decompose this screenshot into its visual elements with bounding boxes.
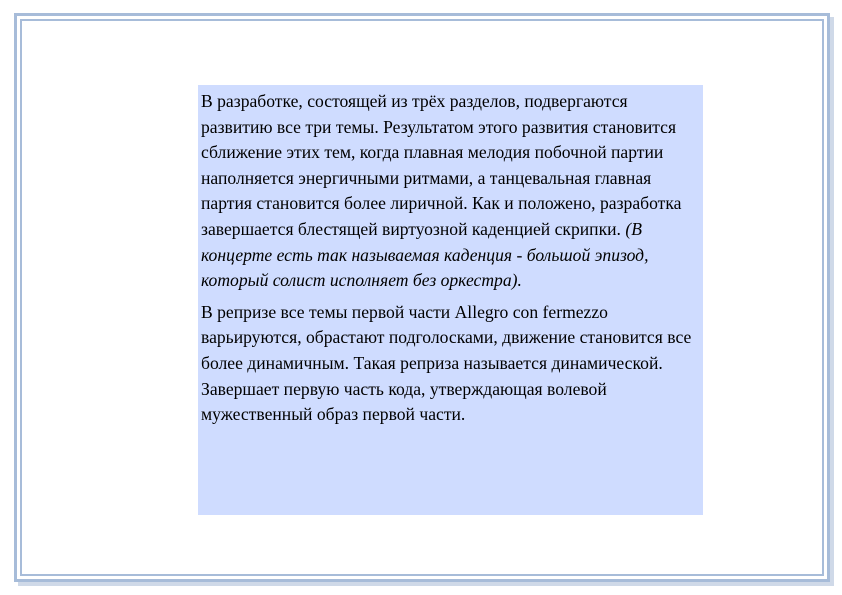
frame-shadow-bottom	[18, 582, 834, 586]
frame-shadow-right	[830, 17, 834, 586]
cadenza-note: (В концерте есть так называемая каденция - большой эпизод, который солист исполняет без оркестра).	[201, 218, 649, 291]
paragraph-reprise: В репризе все темы первой части Allegro con fermezzo варьируются, обрастают подголосками, движение становится все более динамичным. Такая реприза называется динамической. Завершает первую часть кода, утверждающая волевой мужественный образ первой части.	[201, 301, 692, 425]
text-box	[198, 85, 703, 515]
paragraph-development-text: В разработке, состоящей из трёх разделов, подвергаются развитию все три темы. Результатом этого развития становится сближение этих тем, когда плавная мелодия побочной партии наполняется энергичными ритмами, а танцевальная главная партия становится более лиричной. Как и положено, разработка завершается блестящей виртуозной каденцией скрипки.	[201, 91, 682, 239]
paragraph-development	[201, 89, 701, 294]
